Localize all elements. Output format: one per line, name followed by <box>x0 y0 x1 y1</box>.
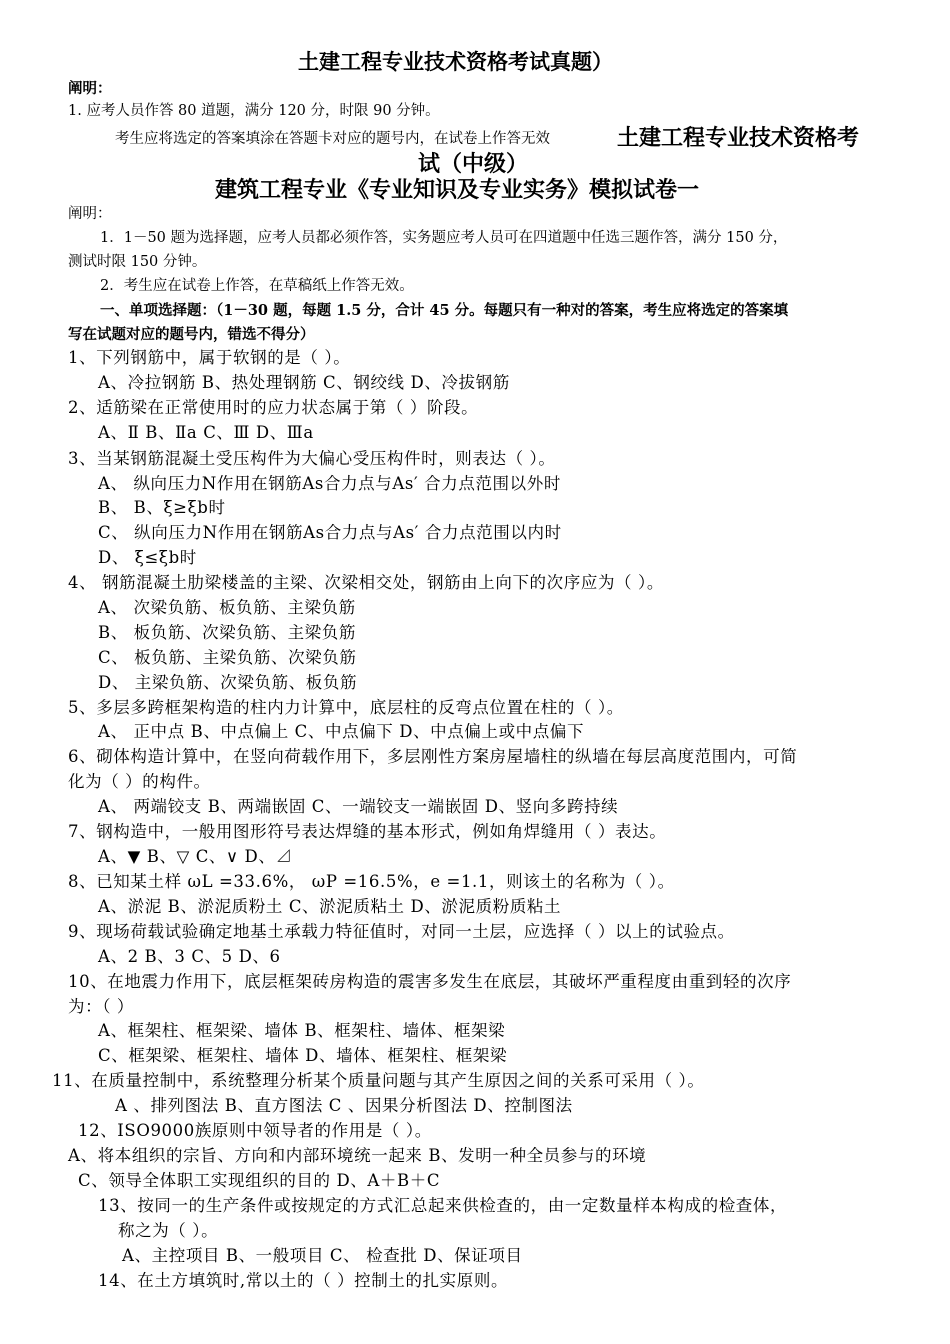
question-9: 9、现场荷载试验确定地基土承载力特征值时，对同一土层，应选择（ ）以上的试验点。 <box>68 922 735 941</box>
instruction-line-2: 测试时限 150 分钟。 <box>68 254 207 270</box>
question-7-options: A、▼ B、▽ C、∨ D、⊿ <box>98 847 293 866</box>
question-4: 4、 钢筋混凝土肋梁楼盖的主梁、次梁相交处，钢筋由上向下的次序应为（ ）。 <box>68 573 664 592</box>
question-4-option-d: D、 主梁负筋、次梁负筋、板负筋 <box>98 673 358 692</box>
question-11: 11、在质量控制中，系统整理分析某个质量问题与其产生原因之间的关系可采用（ ）。 <box>52 1071 705 1090</box>
question-4-option-c: C、 板负筋、主梁负筋、次梁负筋 <box>98 648 357 667</box>
question-10-continued: 为：（ ） <box>68 997 134 1016</box>
question-13-options: A、主控项目 B、一般项目 C、 检查批 D、保证项目 <box>122 1246 523 1265</box>
note-line-2: 考生应将选定的答案填涂在答题卡对应的题号内，在试卷上作答无效 <box>115 131 550 147</box>
question-8-options: A、淤泥 B、淤泥质粉土 C、淤泥质粘土 D、淤泥质粉质粘土 <box>98 897 562 916</box>
question-13-continued: 称之为（ ）。 <box>118 1221 219 1240</box>
question-10: 10、在地震力作用下，底层框架砖房构造的震害多发生在底层，其破坏严重程度由重到轻的次序 <box>68 972 792 991</box>
exam-subtitle: 建筑工程专业《专业知识及专业实务》模拟试卷一 <box>215 177 700 203</box>
exam-title-part-2: 试（中级） <box>418 151 529 177</box>
question-1-options: A、冷拉钢筋 B、热处理钢筋 C、钢绞线 D、冷拔钢筋 <box>98 373 510 392</box>
question-7: 7、钢构造中，一般用图形符号表达焊缝的基本形式，例如角焊缝用（ ）表达。 <box>68 822 667 841</box>
question-6-continued: 化为（ ）的构件。 <box>68 772 211 791</box>
question-13: 13、按同一的生产条件或按规定的方式汇总起来供检查的，由一定数量样本构成的检查体， <box>98 1196 788 1215</box>
question-1: 1、下列钢筋中，属于软钢的是（ ）。 <box>68 348 351 367</box>
section-heading-line-2: 写在试题对应的题号内，错选不得分） <box>68 326 315 343</box>
question-3-option-a: A、 纵向压力N作用在钢筋As合力点与As′ 合力点范围以外时 <box>98 474 561 493</box>
page-title: 土建工程专业技术资格考试真题） <box>298 49 613 74</box>
question-10-options-ab: A、框架柱、框架梁、墙体 B、框架柱、墙体、框架梁 <box>98 1021 506 1040</box>
instruction-line-3: 2．考生应在试卷上作答，在草稿纸上作答无效。 <box>100 278 414 294</box>
question-3-option-d: D、 ξ≤ξb时 <box>98 548 197 567</box>
instructions-label: 阐明： <box>68 206 112 222</box>
question-9-options: A、2 B、3 C、5 D、6 <box>98 947 281 966</box>
question-2: 2、适筋梁在正常使用时的应力状态属于第（ ）阶段。 <box>68 398 479 417</box>
question-6: 6、砌体构造计算中，在竖向荷载作用下，多层刚性方案房屋墙柱的纵墙在每层高度范围内，可简 <box>68 747 798 766</box>
instruction-line-1: 1．1－50 题为选择题，应考人员都必须作答，实务题应考人员可在四道题中任选三题作答，满分 150 分， <box>100 230 788 246</box>
question-2-options: A、Ⅱ B、Ⅱa C、Ⅲ D、Ⅲa <box>98 423 314 442</box>
question-3: 3、当某钢筋混凝土受压构件为大偏心受压构件时，则表达（ ）。 <box>68 449 556 468</box>
question-11-options: A 、排列图法 B、直方图法 C 、因果分析图法 D、控制图法 <box>115 1096 573 1115</box>
question-5-options: A、 正中点 B、中点偏上 C、中点偏下 D、中点偏上或中点偏下 <box>98 722 585 741</box>
question-5: 5、多层多跨框架构造的柱内力计算中，底层柱的反弯点位置在柱的（ ）。 <box>68 698 624 717</box>
question-14: 14、在土方填筑时,常以土的（ ）控制土的扎实原则。 <box>98 1271 509 1290</box>
question-10-options-cd: C、框架梁、框架柱、墙体 D、墙体、框架柱、框架梁 <box>98 1046 508 1065</box>
question-12-options-ab: A、将本组织的宗旨、方向和内部环境统一起来 B、发明一种全员参与的环境 <box>68 1146 647 1165</box>
question-4-option-b: B、 板负筋、次梁负筋、主梁负筋 <box>98 623 356 642</box>
question-3-option-c: C、 纵向压力N作用在钢筋As合力点与As′ 合力点范围以内时 <box>98 523 562 542</box>
question-4-option-a: A、 次梁负筋、板负筋、主梁负筋 <box>98 598 356 617</box>
question-6-options: A、 两端铰支 B、两端嵌固 C、一端铰支一端嵌固 D、竖向多跨持续 <box>98 797 619 816</box>
note-line-1: 1. 应考人员作答 80 道题，满分 120 分，时限 90 分钟。 <box>68 103 440 119</box>
question-3-option-b: B、 B、ξ≥ξb时 <box>98 498 226 517</box>
section-heading-line-1: 一、单项选择题：（1－30 题，每题 1.5 分，合计 45 分。每题只有一种对的答案，考生应将选定的答案填 <box>100 302 789 319</box>
exam-title-part-1: 土建工程专业技术资格考 <box>617 125 860 151</box>
question-12: 12、ISO9000族原则中领导者的作用是（ ）。 <box>78 1121 432 1140</box>
question-8: 8、已知某土样 ωL =33.6%， ωP =16.5%，e =1.1，则该土的名称为（ ）。 <box>68 872 675 891</box>
note-label: 阐明： <box>68 80 112 97</box>
question-12-options-cd: C、领导全体职工实现组织的目的 D、A＋B＋C <box>78 1171 441 1190</box>
